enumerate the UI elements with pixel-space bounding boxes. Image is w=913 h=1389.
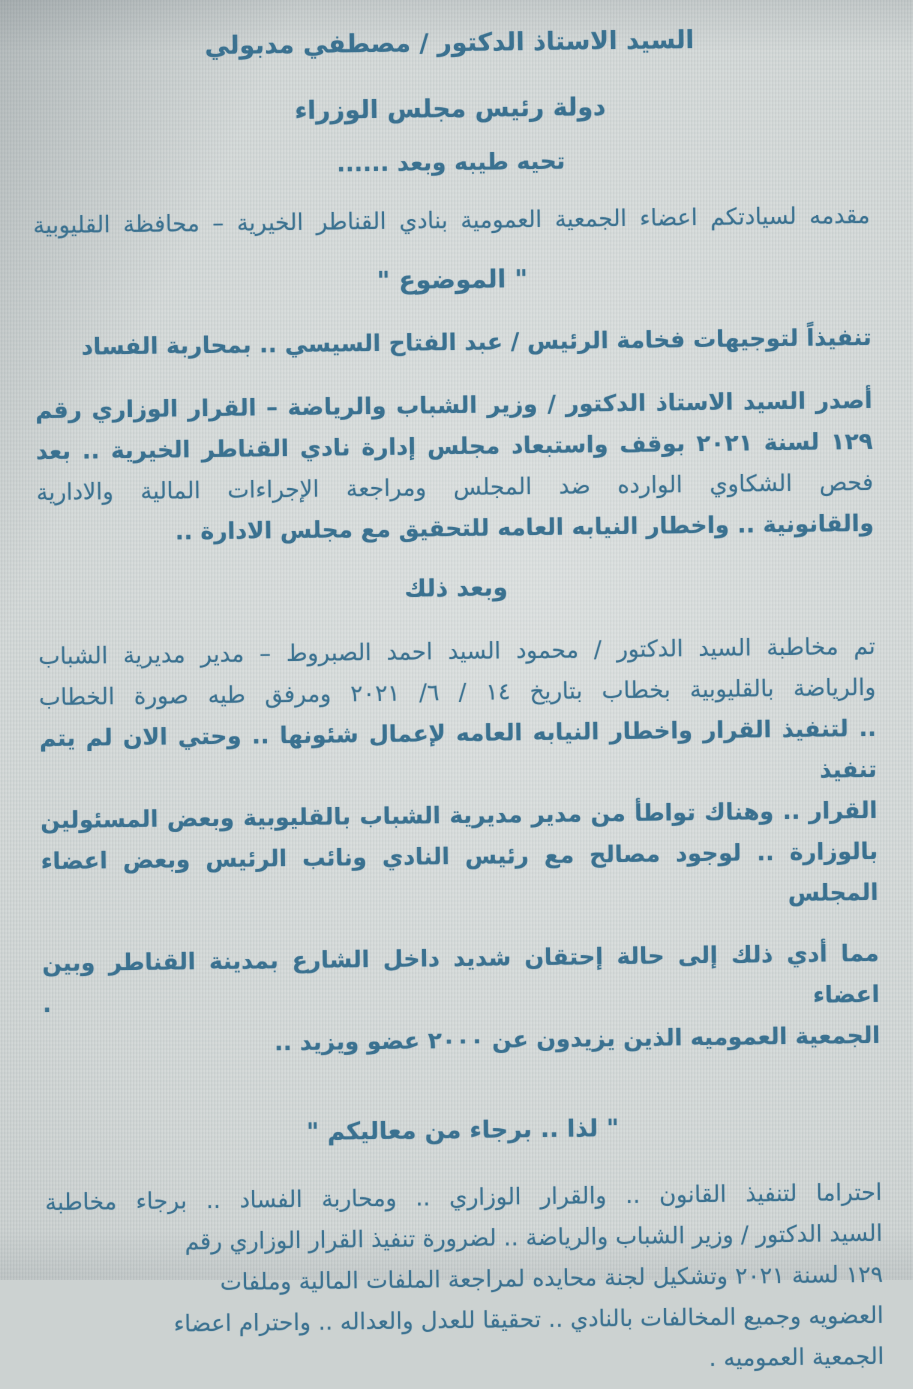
text-line: والرياضة بالقليوبية بخطاب بتاريخ ١٤ / ٦/ ٢٠٢١ ومرفق طيه صورة الخطاب xyxy=(38,674,876,712)
text-line: تم مخاطبة السيد الدكتور / محمود السيد احمد الصبروط – مدير مديرية الشباب xyxy=(38,633,876,671)
text-line: .. لتنفيذ القرار واخطار النيابه العامه لإعمال شئونها .. وحتي الان لم يتم تنفيذ xyxy=(39,715,877,784)
follow-up-paragraph xyxy=(38,627,878,924)
text-line: ١٢٩ لسنة ٢٠٢١ بوقف واستبعاد مجلس إدارة نادي القناطر الخيرية .. بعد xyxy=(35,428,873,466)
text-line: ١٢٩ لسنة ٢٠٢١ وتشكيل لجنة محايده لمراجعة الملفات المالية وملفات xyxy=(219,1261,884,1296)
after-that-heading: وبعد ذلك xyxy=(404,573,508,603)
text-line: العضويه وجميع المخالفات بالنادي .. تحقيقا للعدل والعداله .. واحترام اعضاء xyxy=(173,1302,884,1338)
text-line: المجلس xyxy=(787,879,879,907)
directive-line: تنفيذاً لتوجيهات فخامة الرئيس / عبد الفتاح السيسي .. بمحاربة الفساد xyxy=(81,324,872,361)
recipient-title-line: دولة رئيس مجلس الوزراء xyxy=(294,92,606,125)
text-line: أصدر السيد الاستاذ الدكتور / وزير الشباب والرياضة – القرار الوزاري رقم xyxy=(35,387,873,425)
greeting-line: تحيه طيبه وبعد ...... xyxy=(336,148,566,178)
recipient-name-line: السيد الاستاذ الدكتور / مصطفي مدبولي xyxy=(204,25,695,61)
congestion-paragraph xyxy=(42,934,880,1067)
subject-heading: " الموضوع " xyxy=(376,264,528,295)
text-line: احتراما لتنفيذ القانون .. والقرار الوزاري .. ومحاربة الفساد .. برجاء مخاطبة xyxy=(44,1179,883,1217)
submitted-by-line: مقدمه لسيادتكم اعضاء الجمعية العمومية بنادي القناطر الخيرية – محافظة القليوبية xyxy=(32,202,871,240)
text-line: مما أدي ذلك إلى حالة إحتقان شديد داخل الشارع بمدينة القناطر وبين اعضاء . xyxy=(41,940,880,1019)
text-line: السيد الدكتور / وزير الشباب والرياضة .. لضرورة تنفيذ القرار الوزاري رقم xyxy=(184,1220,883,1256)
text-line: القرار .. وهناك تواطأ من مدير مديرية الشباب بالقليوبية وبعض المسئولين xyxy=(40,797,878,835)
request-paragraph xyxy=(45,1173,884,1388)
text-line: الجمعية العموميه الذين يزيدون عن ٢٠٠٠ عضو ويزيد .. xyxy=(274,1022,881,1057)
text-line: الجمعية العموميه . xyxy=(708,1343,885,1372)
text-line: فحص الشكاوي الوارده ضد المجلس ومراجعة الإجراءات المالية والادارية xyxy=(36,469,874,507)
decree-paragraph xyxy=(35,381,874,555)
request-heading: " لذا .. برجاء من معاليكم " xyxy=(306,1114,620,1146)
text-line: والقانونية .. واخطار النيابه العامه للتحقيق مع مجلس الادارة .. xyxy=(174,510,874,546)
text-line: بالوزارة .. لوجود مصالح مع رئيس النادي ونائب الرئيس وبعض اعضاء xyxy=(40,838,878,876)
